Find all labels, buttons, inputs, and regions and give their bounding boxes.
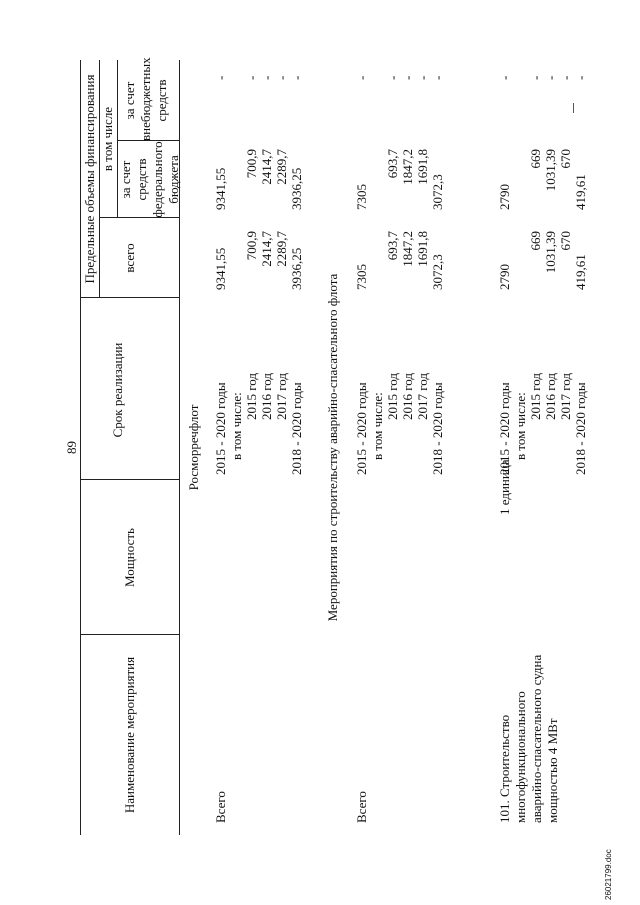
row-federal: 1691,8 [415,149,430,185]
row-term: 2016 год [400,373,415,420]
row-term: 2017 год [274,373,289,420]
row-total: 2790 [497,264,512,290]
row-federal: 419,61 [573,174,588,210]
section-title: Мероприятия по строительству аварийно-спасательного флота [325,273,340,622]
row-federal: 669 [528,149,543,169]
row-federal: 2289,7 [274,149,289,185]
row-total: 1031,39 [543,231,558,274]
header-including: в том числе [100,106,115,172]
row-extra: - [385,75,400,80]
row-name: Всего [213,791,228,823]
row-federal: 700,9 [244,149,259,179]
header-top-rule [80,60,81,835]
row-term: 2016 год [259,373,274,420]
row-name: 101. Строительство многофункционального аварийно-спасательного судна мощностью 4 МВт [497,654,560,823]
row-extra: - [354,75,369,80]
row-extra: - [430,75,445,80]
row-term: 2018 - 2020 годы [289,382,304,475]
row-total: 700,9 [244,231,259,261]
row-extra: - [558,75,573,80]
header-extra: за счет внебюджетных средств [122,57,169,141]
row-term: 2017 год [415,373,430,420]
row-term: 2018 - 2020 годы [573,382,588,475]
row-federal: 7305 [354,184,369,210]
row-extra: - [289,75,304,80]
agency-title: Росморречфлот [186,404,201,491]
row-total: 670 [558,231,573,251]
row-term: в том числе: [513,392,528,460]
row-term: в том числе: [229,392,244,460]
row-federal: 2414,7 [259,149,274,185]
row-term: в том числе: [370,392,385,460]
row-federal: 1031,39 [543,149,558,192]
row-capacity: 1 единица [497,459,512,515]
row-extra: - [400,75,415,80]
row-extra: - [213,75,228,80]
row-federal: 3072,3 [430,174,445,210]
row-total: 1847,2 [400,231,415,267]
row-extra: - [528,75,543,80]
header-name: Наименование мероприятия [122,656,137,814]
row-total: 7305 [354,264,369,290]
row-federal: 3936,25 [289,167,304,210]
row-total: 3936,25 [289,247,304,290]
row-total: 3072,3 [430,254,445,290]
header-term: Срок реализации [110,342,125,438]
row-term: 2015 - 2020 годы [354,382,369,475]
row-extra: - [543,75,558,80]
row-total: 2289,7 [274,231,289,267]
page-number: 89 [64,441,79,454]
row-federal: 693,7 [385,149,400,179]
row-federal: 9341,55 [213,167,228,210]
row-term: 2016 год [543,373,558,420]
row-total: 9341,55 [213,247,228,290]
row-term: 2015 год [528,373,543,420]
row-federal: 1847,2 [400,149,415,185]
row-total: 693,7 [385,231,400,261]
row-federal: 670 [558,149,573,169]
row-federal: 2790 [497,184,512,210]
row-term: 2015 год [385,373,400,420]
rotated-table-sheet [60,57,610,835]
row-extra: - [497,75,512,80]
row-extra: - [274,75,289,80]
header-capacity: Мощность [122,528,137,587]
header-federal: за счет средств федерального бюджета [118,141,181,218]
row-term: 2015 - 2020 годы [213,382,228,475]
row-extra: - [573,75,588,80]
header-total: всего [122,243,137,273]
header-funding: Предельные объемы финансирования [82,74,97,284]
row-extra: - [244,75,259,80]
doc-code: 26021799.doc [604,849,613,900]
row-name: Всего [354,791,369,823]
row-extra: - [259,75,274,80]
row-extra: - [415,75,430,80]
row-total: 669 [528,231,543,251]
row-total: 419,61 [573,254,588,290]
row-total: 2414,7 [259,231,274,267]
row-term: 2017 год [558,373,573,420]
row-term: 2015 - 2020 годы [497,382,512,475]
row-total: 1691,8 [415,231,430,267]
row-term: 2015 год [244,373,259,420]
row-term: 2018 - 2020 годы [430,382,445,475]
